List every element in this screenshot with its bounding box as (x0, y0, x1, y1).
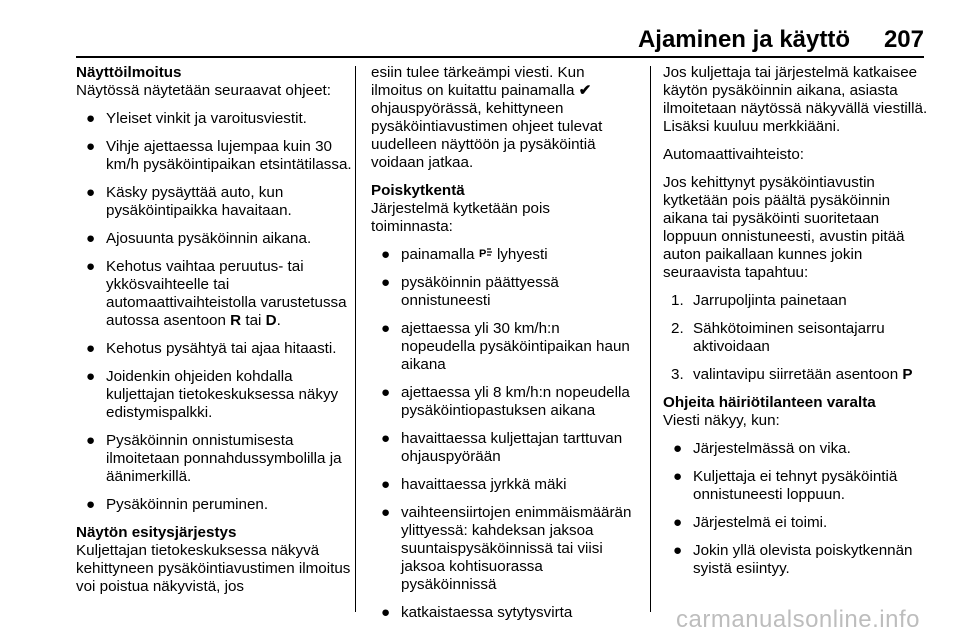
checkmark-icon: ✔ (578, 82, 592, 99)
bullet-icon: ● (86, 230, 96, 247)
bullet-icon: ● (381, 476, 391, 493)
parking-assist-icon (479, 246, 493, 264)
list-item: ● havaittaessa jyrkkä mäki (381, 476, 567, 493)
column-1 (76, 64, 352, 606)
numbered-list (663, 292, 931, 384)
list-item: ● havaittaessa kuljettajan tarttuvan ohjauspyörään (381, 430, 623, 465)
column-divider (355, 66, 356, 612)
bullet-list (663, 440, 931, 578)
paragraph: Jos kuljettaja tai järjestelmä katkaisee käytön pysäköinnin aikana, asiasta ilmoitetaan näytössä näkyvällä viestillä. Lisäksi kuuluu merkkiääni. (663, 64, 928, 135)
list-item: ● Järjestelmässä on vika. (673, 440, 851, 457)
list-item: 2. Sähkötoiminen seisontajarru aktivoidaan (671, 320, 885, 355)
list-item: ● Jokin yllä olevista poiskytkennän syistä esiintyy. (673, 542, 913, 577)
bullet-icon: ● (381, 320, 391, 337)
paragraph: Jos kehittynyt pysäköintiavustin kytketään pois päältä pysäköinnin aikana tai pysäköinti suoritetaan loppuun onnistuneesti, avustin pitää auton paikallaan kunnes jokin seuraavista tapahtuu: (663, 174, 905, 281)
bullet-icon: ● (86, 432, 96, 449)
list-item: ● ajettaessa yli 8 km/h:n nopeudella pysäköintiopastuksen aikana (381, 384, 630, 419)
list-item: ● Järjestelmä ei toimi. (673, 514, 828, 531)
bullet-list (371, 246, 635, 622)
bullet-list (76, 110, 352, 514)
paragraph: Automaattivaihteisto: (663, 146, 804, 163)
bullet-icon: ● (673, 542, 683, 559)
bullet-icon: ● (86, 138, 96, 155)
list-item: 1. Jarrupoljinta painetaan (671, 292, 847, 309)
list-item: ● katkaistaessa sytytysvirta (381, 604, 573, 621)
list-item: ● painamalla P lyhyesti (381, 246, 548, 263)
list-item: ● Pysäköinnin peruminen. (86, 496, 269, 513)
list-item: ● Kehotus vaihtaa peruutus- tai ykkösvaihteelle tai automaattivaihteistolla varustetussa autossa asentoon R tai D. (86, 258, 347, 329)
svg-text:P: P (478, 248, 487, 259)
bullet-icon: ● (673, 468, 683, 485)
list-item: 3. valintavipu siirretään asentoon P (671, 366, 913, 383)
paragraph: Kuljettajan tietokeskuksessa näkyvä kehittyneen pysäköintiavustimen ilmoitus voi poistua näkyvistä, jos (76, 542, 351, 595)
bullet-icon: ● (86, 340, 96, 357)
column-divider (650, 66, 651, 612)
bullet-icon: ● (86, 184, 96, 201)
section-heading: Poiskytkentä (371, 182, 465, 199)
list-item: ● pysäköinnin päättyessä onnistuneesti (381, 274, 559, 309)
list-item: ● Kehotus pysähtyä tai ajaa hitaasti. (86, 340, 337, 357)
bullet-icon: ● (673, 514, 683, 531)
list-item: ● ajettaessa yli 30 km/h:n nopeudella pysäköintipaikan haun aikana (381, 320, 630, 373)
list-item: ● Pysäköinnin onnistumisesta ilmoitetaan ponnahdussymbolilla ja äänimerkillä. (86, 432, 342, 485)
column-3 (663, 64, 931, 588)
list-item: ● vaihteensiirtojen enimmäismäärän ylittyessä: kahdeksan jaksoa suuntaispysäköinnissä tai viisi jaksoa kohtisuorassa pysäköinnissä (381, 504, 632, 593)
paragraph: Järjestelmä kytketään pois toiminnasta: (371, 200, 550, 235)
paragraph: esiin tulee tärkeämpi viesti. Kun ilmoitus on kuitattu painamalla ✔ ohjauspyörässä, kehittyneen pysäköintiavustimen ohjeet tulevat uudelleen näyttöön ja pysäköintiä voidaan jatkaa. (371, 64, 603, 171)
column-2 (371, 64, 635, 632)
bullet-icon: ● (86, 110, 96, 127)
bullet-icon: ● (381, 504, 391, 521)
section-heading: Näyttöilmoitus (76, 64, 182, 81)
list-item: ● Vihje ajettaessa lujempaa kuin 30 km/h pysäköintipaikan etsintätilassa. (86, 138, 352, 173)
page-number: 207 (883, 26, 924, 53)
list-item: ● Yleiset vinkit ja varoitusviestit. (86, 110, 307, 127)
bullet-icon: ● (381, 246, 391, 263)
list-item: ● Ajosuunta pysäköinnin aikana. (86, 230, 312, 247)
list-item: ● Käsky pysäyttää auto, kun pysäköintipaikka havaitaan. (86, 184, 292, 219)
header-rule (76, 56, 924, 58)
list-item: ● Kuljettaja ei tehnyt pysäköintiä onnistuneesti loppuun. (673, 468, 898, 503)
bullet-icon: ● (86, 496, 96, 513)
gear-r: R (230, 312, 242, 329)
bullet-icon: ● (381, 384, 391, 401)
section-heading: Näytön esitysjärjestys (76, 524, 237, 541)
bullet-icon: ● (381, 430, 391, 447)
bullet-icon: ● (381, 604, 391, 621)
page-header (0, 0, 960, 58)
page-title: Ajaminen ja käyttö (637, 26, 850, 53)
paragraph: Näytössä näytetään seuraavat ohjeet: (76, 82, 331, 99)
bullet-icon: ● (381, 274, 391, 291)
bullet-icon: ● (673, 440, 683, 457)
gear-d: D (265, 312, 277, 329)
list-item: ● Joidenkin ohjeiden kohdalla kuljettajan tietokeskuksessa näkyy edistymispalkki. (86, 368, 339, 421)
bullet-icon: ● (86, 368, 96, 385)
gear-p: P (902, 366, 913, 383)
bullet-icon: ● (86, 258, 96, 275)
paragraph: Viesti näkyy, kun: (663, 412, 780, 429)
section-heading: Ohjeita häiriötilanteen varalta (663, 394, 876, 411)
watermark: carmanualsonline.info (676, 606, 920, 633)
